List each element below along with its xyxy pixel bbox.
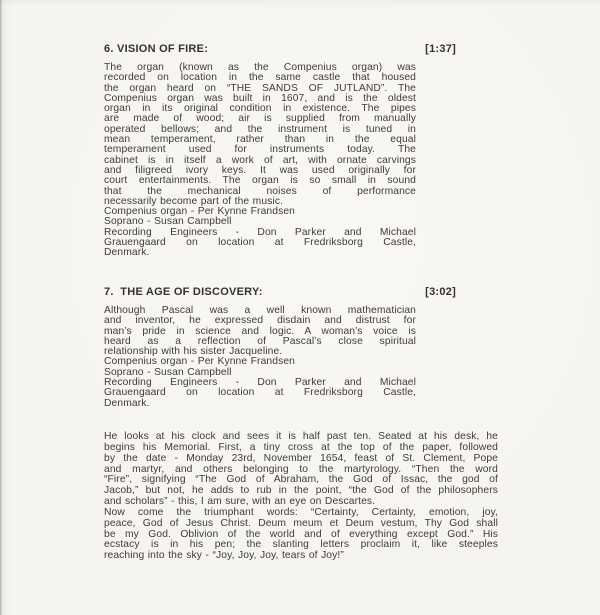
text-line: cabinet is in itself a work of art, with ornate carvings <box>104 154 416 166</box>
text-line: Soprano - Susan Campbell <box>104 366 232 378</box>
scan-edge-left <box>0 0 2 615</box>
text-line: Denmark. <box>104 397 150 409</box>
text-line: operated bellows; and the instrument is tuned in <box>104 123 416 135</box>
text-line: The organ (known as the Compenius organ) was <box>104 62 416 73</box>
text-line: be my God. Oblivion of the world and of everything except God.” His <box>104 528 498 540</box>
text-line: that the mechanical noises of performance <box>104 185 416 197</box>
text-line: temperament used for instruments today. The <box>104 144 416 156</box>
text-line: Compenius organ - Per Kynne Frandsen <box>104 356 295 368</box>
text-line: Although Pascal was a well known mathematician <box>104 305 416 316</box>
track-6-header <box>104 43 456 55</box>
text-line: Now come the triumphant words: “Certainty, Certainty, emotion, joy, <box>104 506 498 518</box>
text-line: necessarily become part of the music. <box>104 195 284 207</box>
text-line: recorded on location in the same castle that housed <box>104 72 416 84</box>
text-line: court entertainments. The organ is so small in sound <box>104 175 416 187</box>
text-line: relationship with his sister Jacqueline. <box>104 346 283 358</box>
track-7-header <box>104 286 456 298</box>
text-line: Jacob,” but not, he adds to rub in the point, “the God of the philosophers <box>104 485 498 497</box>
track-6-description <box>104 63 416 259</box>
text-line: Compenius organ was built in 1607, and is the oldest <box>104 92 416 104</box>
track-7-title: 7. THE AGE OF DISCOVERY: <box>104 286 263 298</box>
text-line: Recording Engineers - Don Parker and Michael <box>104 377 416 389</box>
text-line: Compenius organ - Per Kynne Frandsen <box>104 206 295 218</box>
text-line: and scholars” - this, I am sure, with an eye on Descartes. <box>104 496 376 508</box>
text-line: Grauengaard on location at Fredriksborg Castle, <box>104 237 416 249</box>
text-line: man’s pride in science and logic. A woman’s voice is <box>104 325 416 337</box>
text-line: peace, God of Jesus Christ. Deum meum et Deum vestum, Thy God shall <box>104 517 498 529</box>
text-line: and inventor, he expressed disdain and distrust for <box>104 315 416 327</box>
text-line: the organ heard on “THE SANDS OF JUTLAND”. The <box>104 82 416 94</box>
track-6-title: 6. VISION OF FIRE: <box>104 43 209 55</box>
track-6-duration: [1:37] <box>425 43 456 55</box>
track-7-duration: [3:02] <box>425 286 456 298</box>
text-line: Soprano - Susan Campbell <box>104 216 232 228</box>
text-line: by the date - Monday 23rd, November 1654, feast of St. Clement, Pope <box>104 452 498 464</box>
text-line: Denmark. <box>104 247 150 259</box>
text-line: are made of wood; air is supplied from manually <box>104 113 416 125</box>
text-line: Recording Engineers - Don Parker and Michael <box>104 226 416 238</box>
text-line: reaching into the sky - “Joy, Joy, Joy, tears of Joy!” <box>104 550 344 562</box>
text-line: heard as a reflection of Pascal’s close spiritual <box>104 335 416 347</box>
text-line: mean temperament, rather than in the equal <box>104 134 416 146</box>
text-line: ecstacy is in his pen; the slanting letters proclaim it, like steeples <box>104 539 498 551</box>
text-line: and martyr, and others belonging to the martyrology. “Then the word <box>104 463 498 475</box>
text-line: organ in its original condition in existence. The pipes <box>104 103 416 115</box>
text-line: and filigreed ivory keys. It was used originally for <box>104 164 416 176</box>
track-7-description <box>104 306 416 409</box>
text-line: Grauengaard on location at Fredriksborg Castle, <box>104 387 416 399</box>
text-line: “Fire”, signifying “The God of Abraham, the God of Issac, the god of <box>104 474 498 486</box>
text-line: begins his Memorial. First, a tiny cross at the top of the paper, followed <box>104 441 498 453</box>
text-line: He looks at his clock and sees it is half past ten. Seated at his desk, he <box>104 431 498 442</box>
closing-paragraph <box>104 432 498 562</box>
